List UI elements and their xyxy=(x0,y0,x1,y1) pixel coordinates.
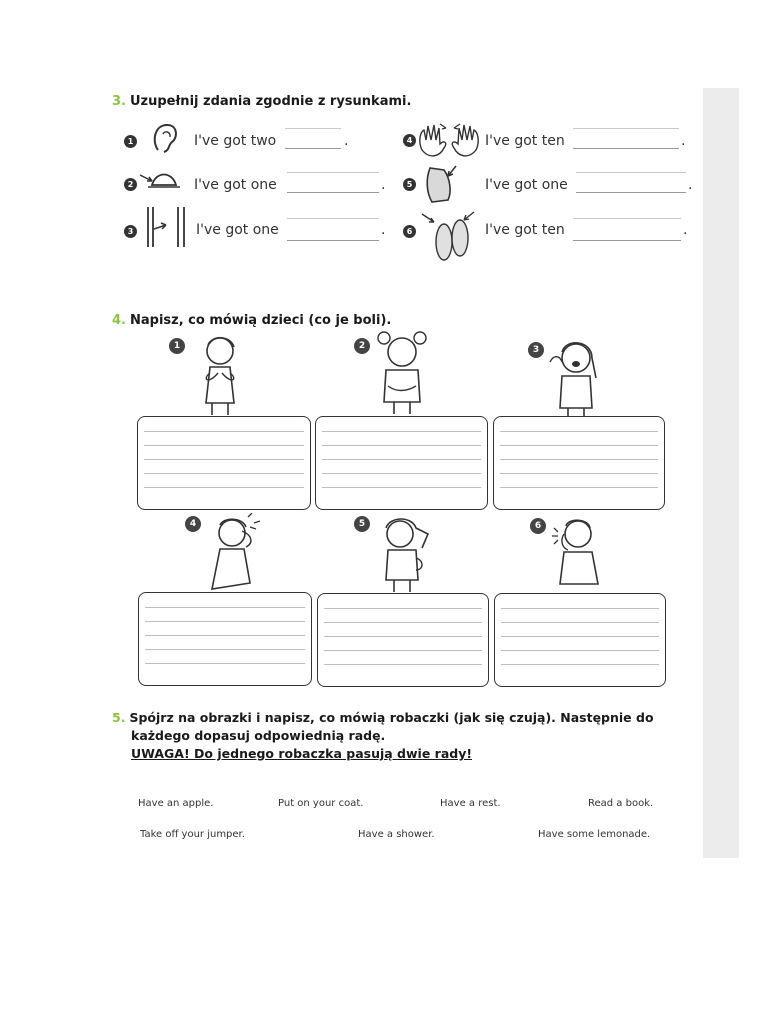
answer-blank-3[interactable] xyxy=(287,240,379,241)
sentence-6: I've got ten xyxy=(485,222,565,238)
sentence-4: I've got ten xyxy=(485,133,565,149)
item-number-badge: 1 xyxy=(124,135,137,148)
advice-item: Have an apple. xyxy=(138,798,214,809)
kid-number-badge: 4 xyxy=(185,516,201,532)
exercise-4-number: 4. xyxy=(112,313,126,328)
answer-box-6[interactable] xyxy=(494,593,666,687)
mouth-icon xyxy=(420,162,470,208)
child-toothache-icon xyxy=(544,338,612,418)
answer-blank-5[interactable] xyxy=(576,192,686,193)
fingers-icon xyxy=(416,120,482,164)
child-stomach-ache-icon xyxy=(370,328,432,416)
toes-icon xyxy=(418,208,482,264)
item-number-badge: 3 xyxy=(124,225,137,238)
exercise-4-heading xyxy=(112,313,391,328)
answer-line-top xyxy=(573,128,679,129)
exercise-3-instruction: Uzupełnij zdania zgodnie z rysunkami. xyxy=(129,94,412,109)
answer-line-top xyxy=(576,172,686,173)
answer-blank-6[interactable] xyxy=(573,240,681,241)
answer-line-top xyxy=(287,218,379,219)
exercise-5-heading xyxy=(112,710,654,725)
exercise-5-instruction-line-2: każdego dopasuj odpowiednią radę. xyxy=(131,728,386,743)
kid-number-badge: 2 xyxy=(354,338,370,354)
advice-item: Have a shower. xyxy=(358,829,435,840)
sentence-5: I've got one xyxy=(485,177,568,193)
kid-number-badge: 6 xyxy=(530,518,546,534)
answer-box-1[interactable] xyxy=(137,416,311,510)
neck-icon xyxy=(140,205,190,250)
item-number-badge: 4 xyxy=(403,134,416,147)
kid-number-badge: 1 xyxy=(169,338,185,354)
answer-blank-2[interactable] xyxy=(287,192,379,193)
ear-icon xyxy=(148,120,184,158)
item-number-badge: 6 xyxy=(403,225,416,238)
advice-item: Put on your coat. xyxy=(278,798,364,809)
sentence-1: I've got two xyxy=(194,133,277,149)
exercise-4-instruction: Napisz, co mówią dzieci (co je boli). xyxy=(129,313,392,328)
advice-item: Take off your jumper. xyxy=(140,829,245,840)
nose-icon xyxy=(138,165,190,195)
scrollbar-track[interactable] xyxy=(703,88,739,858)
child-headache-icon xyxy=(200,513,266,593)
item-number-badge: 5 xyxy=(403,178,416,191)
exercise-5-instruction-line-1: Spójrz na obrazki i napisz, co mówią robaczki (jak się czują). Następnie do xyxy=(129,710,654,725)
sentence-3: I've got one xyxy=(196,222,279,238)
kid-number-badge: 5 xyxy=(354,516,370,532)
advice-item: Read a book. xyxy=(588,798,654,809)
answer-box-2[interactable] xyxy=(315,416,488,510)
exercise-5-number: 5. xyxy=(112,710,126,725)
child-earache-icon xyxy=(546,514,612,594)
answer-line-top xyxy=(285,128,341,129)
answer-box-3[interactable] xyxy=(493,416,665,510)
answer-box-5[interactable] xyxy=(317,593,489,687)
child-backache-icon xyxy=(372,514,436,594)
advice-item: Have a rest. xyxy=(440,798,501,809)
answer-blank-4[interactable] xyxy=(573,148,679,149)
answer-line-top xyxy=(287,172,379,173)
child-sore-throat-icon xyxy=(188,333,258,417)
answer-box-4[interactable] xyxy=(138,592,312,686)
answer-blank-1[interactable] xyxy=(285,148,341,149)
sentence-2: I've got one xyxy=(194,177,277,193)
answer-line-top xyxy=(573,218,681,219)
exercise-5-warning: UWAGA! Do jednego robaczka pasują dwie rady! xyxy=(131,746,473,761)
advice-item: Have some lemonade. xyxy=(538,829,651,840)
kid-number-badge: 3 xyxy=(528,342,544,358)
exercise-3-number: 3. xyxy=(112,94,126,109)
item-number-badge: 2 xyxy=(124,178,137,191)
exercise-3-heading xyxy=(112,94,411,109)
